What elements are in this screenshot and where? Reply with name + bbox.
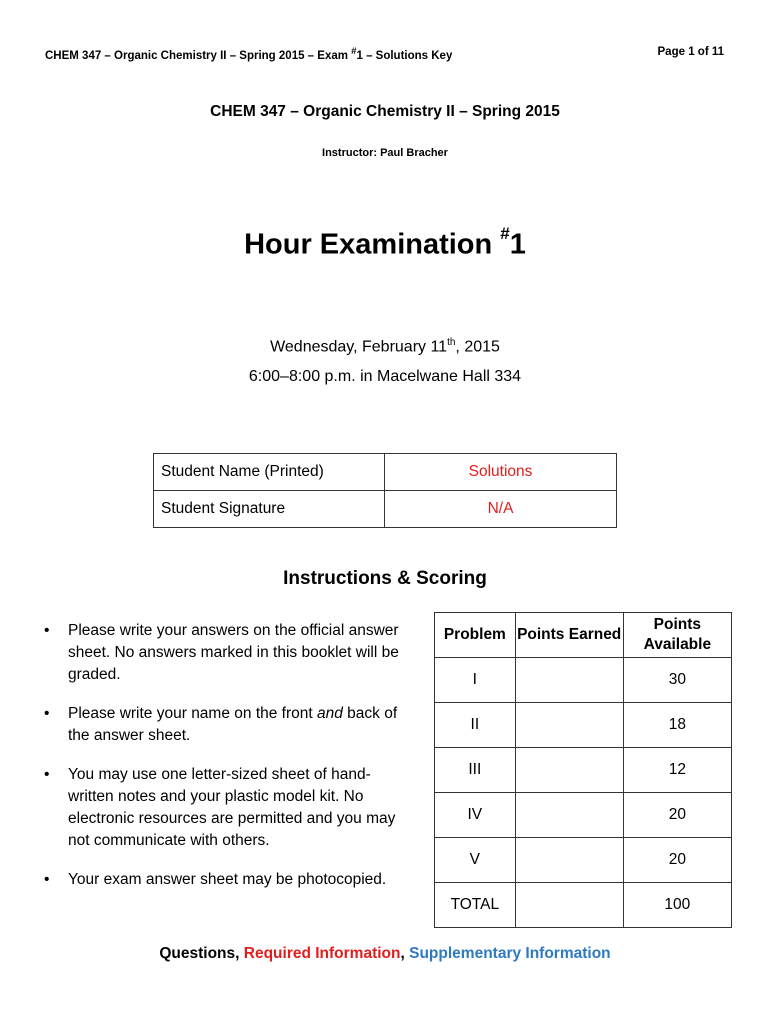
points-available-cell: 12 (623, 748, 731, 793)
exam-title: Hour Examination #1 (244, 224, 526, 261)
instruction-text: Please write your name on the front and back of the answer sheet. (68, 705, 398, 744)
col-header-problem: Problem (435, 613, 516, 658)
instructor-name: Instructor: Paul Bracher (322, 147, 448, 159)
bullet-icon: • (44, 766, 50, 783)
instruction-item (44, 620, 414, 686)
student-signature-row (154, 491, 617, 528)
instruction-text: Please write your answers on the official answer sheet. No answers marked in this booklet will be graded. (68, 622, 399, 683)
col-header-points-earned: Points Earned (515, 613, 623, 658)
instruction-item (44, 764, 414, 852)
total-label-cell: TOTAL (435, 883, 516, 928)
scoring-table (434, 612, 732, 928)
exam-date: Wednesday, February 11th, 2015 (270, 337, 500, 356)
instructions-list (44, 620, 414, 908)
exam-location: 6:00–8:00 p.m. in Macelwane Hall 334 (248, 368, 522, 385)
problem-cell: V (435, 838, 516, 883)
instruction-item (44, 703, 414, 747)
points-available-cell: 30 (623, 658, 731, 703)
student-signature-value: N/A (385, 491, 617, 528)
instruction-text: Your exam answer sheet may be photocopied. (68, 871, 387, 888)
student-name-row (154, 454, 617, 491)
legend-supplementary-information: Supplementary Information (409, 945, 611, 962)
problem-cell: II (435, 703, 516, 748)
bullet-icon: • (44, 622, 50, 639)
problem-cell: IV (435, 793, 516, 838)
table-row (435, 703, 732, 748)
bullet-icon: • (44, 705, 50, 722)
points-available-cell: 18 (623, 703, 731, 748)
legend-questions: Questions (159, 945, 236, 962)
page-number: Page 1 of 11 (657, 46, 724, 58)
instructions-scoring-heading: Instructions & Scoring (283, 568, 487, 589)
student-signature-label: Student Signature (154, 491, 385, 528)
bullet-icon: • (44, 871, 50, 888)
course-title: CHEM 347 – Organic Chemistry II – Spring 2015 (210, 103, 560, 120)
total-row (435, 883, 732, 928)
legend-required-information: Required Information (243, 945, 401, 962)
table-row (435, 658, 732, 703)
problem-cell: III (435, 748, 516, 793)
table-row (435, 748, 732, 793)
points-earned-cell (515, 748, 623, 793)
table-row (435, 793, 732, 838)
scoring-header-row (435, 613, 732, 658)
student-name-label: Student Name (Printed) (154, 454, 385, 491)
color-legend: Questions, Required Information, Supplementary Information (159, 945, 611, 962)
running-header-left: CHEM 347 – Organic Chemistry II – Spring 2015 – Exam #1 – Solutions Key (45, 46, 453, 62)
student-name-value: Solutions (385, 454, 617, 491)
points-available-cell: 20 (623, 793, 731, 838)
instruction-item (44, 869, 414, 891)
points-earned-cell (515, 703, 623, 748)
total-available-cell: 100 (623, 883, 731, 928)
points-earned-cell (515, 658, 623, 703)
col-header-points-available: Points Available (623, 613, 731, 658)
table-row (435, 838, 732, 883)
total-earned-cell (515, 883, 623, 928)
points-earned-cell (515, 838, 623, 883)
points-earned-cell (515, 793, 623, 838)
student-info-table (153, 453, 617, 528)
problem-cell: I (435, 658, 516, 703)
instruction-text: You may use one letter-sized sheet of hand-written notes and your plastic model kit. No electronic resources are permitted and you may not communicate with others. (68, 766, 396, 849)
points-available-cell: 20 (623, 838, 731, 883)
